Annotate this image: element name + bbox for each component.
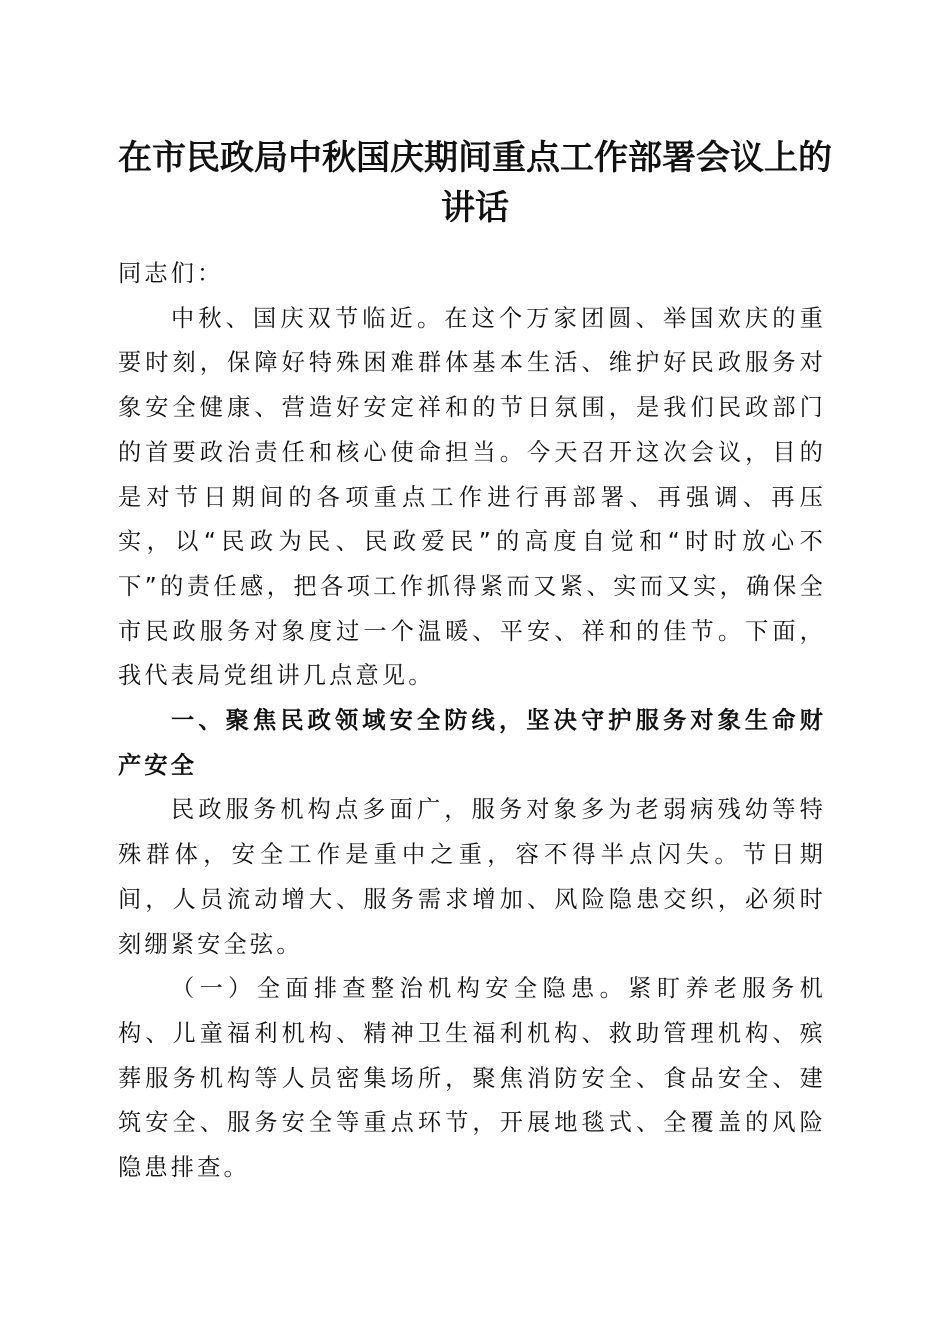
subsection-1-text: 紧盯养老服务机构、儿童福利机构、精神卫生福利机构、救助管理机构、殡葬服务机构等人员密集场所，聚焦消防安全、食品安全、建筑安全、服务安全等重点环节，开展地毯式、全覆盖的风险隐患排查。 (118, 975, 826, 1182)
salutation: 同志们： (118, 260, 224, 287)
section-1-paragraph: 民政服务机构点多面广，服务对象多为老弱病残幼等特殊群体，安全工作是重中之重，容不得半点闪失。节日期间，人员流动增大、服务需求增加、风险隐患交织，必须时刻绷紧安全弦。 (118, 796, 826, 958)
section-1-heading: 一、聚焦民政领域安全防线，坚决守护服务对象生命财产安全 (118, 707, 826, 779)
document-body (118, 252, 826, 1191)
subsection-1-paragraph (118, 967, 826, 1191)
intro-paragraph: 中秋、国庆双节临近。在这个万家团圆、举国欢庆的重要时刻，保障好特殊困难群体基本生活、维护好民政服务对象安全健康、营造好安定祥和的节日氛围，是我们民政部门的首要政治责任和核心使命担当。今天召开这次会议，目的是对节日期间的各项重点工作进行再部署、再强调、再压实，以“民政为民、民政爱民”的高度自觉和“时时放心不下”的责任感，把各项工作抓得紧而又紧、实而又实，确保全市民政服务对象度过一个温暖、平安、祥和的佳节。下面，我代表局党组讲几点意见。 (118, 304, 826, 690)
subsection-1-heading: （一）全面排查整治机构安全隐患。 (171, 975, 629, 1003)
document-title: 在市民政局中秋国庆期间重点工作部署会议上的讲话 (118, 138, 832, 228)
